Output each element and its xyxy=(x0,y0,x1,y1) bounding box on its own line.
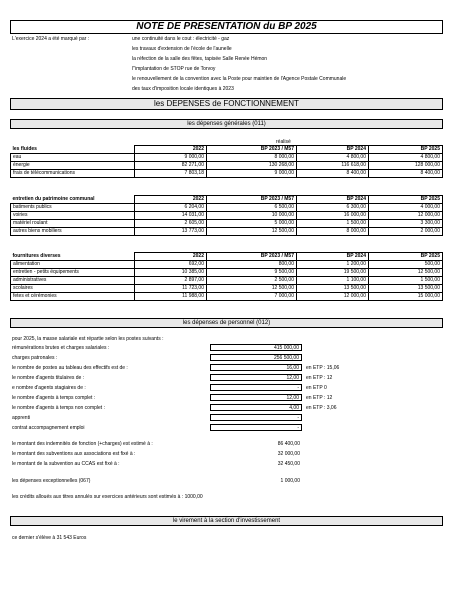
indemnite-value: 32 000,00 xyxy=(277,451,300,457)
value-cell: 19 500,00 xyxy=(297,269,369,277)
value-cell: 2 000,00 xyxy=(369,228,443,236)
value-cell: 692,00 xyxy=(135,261,207,269)
section-generales-band: les dépenses générales (011) xyxy=(10,119,443,129)
header-cell: BP 2025 xyxy=(369,196,443,204)
personnel-value: - xyxy=(210,424,302,431)
row-name: énergie xyxy=(11,162,135,170)
value-cell: 14 031,00 xyxy=(135,212,207,220)
table-row xyxy=(11,162,443,170)
row-name: administratives xyxy=(11,277,135,285)
value-cell: 2 500,00 xyxy=(207,277,297,285)
personnel-label: le nombre d'agents titulaires de : xyxy=(12,375,85,381)
indemnite-value: 32 450,00 xyxy=(277,461,300,467)
value-cell: 13 773,00 xyxy=(135,228,207,236)
header-cell: 2022 xyxy=(135,253,207,261)
value-cell: 1 500,00 xyxy=(297,220,369,228)
personnel-label: e nombre d'agents stagiaires de : xyxy=(12,385,86,391)
value-cell: 8 000,00 xyxy=(297,228,369,236)
value-cell: 12 000,00 xyxy=(369,212,443,220)
table-row xyxy=(11,277,443,285)
header-cell: BP 2023 / M57 xyxy=(207,253,297,261)
value-cell: 82 271,00 xyxy=(135,162,207,170)
header-cell: BP 2025 xyxy=(369,146,443,154)
virement-text: ce dernier s'élève à 31 543 Euros xyxy=(12,535,87,541)
value-cell: 130 268,00 xyxy=(207,162,297,170)
value-cell: 9 000,00 xyxy=(207,170,297,178)
value-cell: 7 803,18 xyxy=(135,170,207,178)
value-cell: 9 500,00 xyxy=(207,269,297,277)
value-cell: 2 605,00 xyxy=(135,220,207,228)
personnel-value: 415 000,00 xyxy=(210,344,302,351)
row-name: scolaires xyxy=(11,285,135,293)
personnel-value: 4,00 xyxy=(210,404,302,411)
patrimoine-label: entretien du patrimoine communal xyxy=(12,195,95,202)
value-cell: 12 500,00 xyxy=(207,228,297,236)
section-personnel-band: les dépenses de personnel (012) xyxy=(10,318,443,328)
personnel-etp: en ETP : 15,06 xyxy=(306,365,340,371)
personnel-intro: pour 2025, la masse salariale est répartie selon les postes suivants : xyxy=(12,336,164,342)
section-fonctionnement-band: les DEPENSES de FONCTIONNEMENT xyxy=(10,98,443,110)
value-cell: 3 300,00 xyxy=(369,220,443,228)
table-row xyxy=(11,228,443,236)
header-cell: BP 2024 xyxy=(297,253,369,261)
header-cell: 2022 xyxy=(135,146,207,154)
fluides-table xyxy=(10,145,443,178)
table-row xyxy=(11,196,443,204)
row-name: fetes et cérémonies xyxy=(11,293,135,301)
value-cell: 1 200,00 xyxy=(297,261,369,269)
value-cell: 1 500,00 xyxy=(369,277,443,285)
intro-line: des taux d'imposition locale identiques à 2023 xyxy=(132,86,234,92)
value-cell: 6 204,00 xyxy=(135,204,207,212)
table-row xyxy=(11,154,443,162)
personnel-value: 12,00 xyxy=(210,394,302,401)
value-cell: 8 000,00 xyxy=(207,154,297,162)
row-name: entretien - petits équipements xyxy=(11,269,135,277)
fluides-label: les fluides xyxy=(12,145,37,152)
header-cell: 2022 xyxy=(135,196,207,204)
patrimoine-table xyxy=(10,195,443,236)
value-cell: 5 000,00 xyxy=(207,220,297,228)
value-cell: 15 000,00 xyxy=(369,293,443,301)
indemnite-label: le montant des subventions aux associations est fixé à : xyxy=(12,451,136,457)
personnel-etp: en ETP : 3,06 xyxy=(306,405,337,411)
personnel-etp: en ETP : 12 xyxy=(306,395,333,401)
exceptionnelles-value: 1 000,00 xyxy=(280,478,300,484)
intro-line: la réfection de la salle des fêtes, tapisée Salle Renée Hémon xyxy=(132,56,268,62)
table-row xyxy=(11,220,443,228)
personnel-label: contrat accompagnement emploi xyxy=(12,425,85,431)
section-virement-band: le virement à la section d'investissement xyxy=(10,516,443,526)
exceptionnelles-label: les dépenses exceptionnelles (067) xyxy=(12,478,91,484)
value-cell: 10 385,00 xyxy=(135,269,207,277)
row-name: batiments publics xyxy=(11,204,135,212)
value-cell: 10 000,00 xyxy=(207,212,297,220)
table-row xyxy=(11,170,443,178)
personnel-label: charges patronales : xyxy=(12,355,58,361)
value-cell: 800,00 xyxy=(207,261,297,269)
table-row xyxy=(11,293,443,301)
personnel-label: rémunérations brutes et charges salariales : xyxy=(12,345,110,351)
value-cell: 6 500,00 xyxy=(207,204,297,212)
intro-line: une continuité dans le cout : électricité - gaz xyxy=(132,36,230,42)
personnel-label: apprenti xyxy=(12,415,31,421)
value-cell: 6 300,00 xyxy=(297,204,369,212)
value-cell: 13 500,00 xyxy=(369,285,443,293)
header-cell: BP 2025 xyxy=(369,253,443,261)
value-cell: 8 400,00 xyxy=(369,170,443,178)
row-name: voiries xyxy=(11,212,135,220)
personnel-label: le nombre d'agents à temps non complet : xyxy=(12,405,105,411)
table-row xyxy=(11,285,443,293)
table-row xyxy=(11,204,443,212)
value-cell: 4 800,00 xyxy=(297,154,369,162)
value-cell: 9 000,00 xyxy=(135,154,207,162)
value-cell: 4 000,00 xyxy=(369,204,443,212)
table-row xyxy=(11,261,443,269)
table-row xyxy=(11,253,443,261)
personnel-value: 256 500,00 xyxy=(210,354,302,361)
indemnite-label: le montant de la subvention au CCAS est fixé à : xyxy=(12,461,120,467)
value-cell: 8 400,00 xyxy=(297,170,369,178)
fournitures-label: fournitures diverses xyxy=(12,252,61,259)
value-cell: 1 100,00 xyxy=(297,277,369,285)
table-row xyxy=(11,269,443,277)
value-cell: 11 988,00 xyxy=(135,293,207,301)
value-cell: 128 000,00 xyxy=(369,162,443,170)
fournitures-table xyxy=(10,252,443,301)
value-cell: 12 500,00 xyxy=(369,269,443,277)
row-name: matériel roulant xyxy=(11,220,135,228)
personnel-value: 16,00 xyxy=(210,364,302,371)
value-cell: 500,00 xyxy=(369,261,443,269)
value-cell: 12 500,00 xyxy=(207,285,297,293)
header-cell: BP 2024 xyxy=(297,146,369,154)
header-cell: BP 2023 / M57 xyxy=(207,146,297,154)
value-cell: 2 897,00 xyxy=(135,277,207,285)
row-name: frais de télécommunications xyxy=(11,170,135,178)
value-cell: 16 000,00 xyxy=(297,212,369,220)
page-title: NOTE DE PRESENTATION du BP 2025 xyxy=(10,20,443,34)
intro-line: le renouvellement de la convention avec la Poste pour maintien de l'Agence Postale Communale xyxy=(132,76,347,82)
value-cell: 13 500,00 xyxy=(297,285,369,293)
value-cell: 7 000,00 xyxy=(207,293,297,301)
row-name: autres biens mobiliers xyxy=(11,228,135,236)
personnel-etp: en ETP : 12 xyxy=(306,375,333,381)
realise-label: réalisé xyxy=(276,139,291,145)
header-cell: BP 2023 / M57 xyxy=(207,196,297,204)
row-name: alimentation xyxy=(11,261,135,269)
indemnite-value: 86 400,00 xyxy=(277,441,300,447)
row-name: eau xyxy=(11,154,135,162)
credits-text: les crédits alloués aux titres annulés sur exercices antérieurs sont estimés à : 1000,00 xyxy=(12,494,203,500)
value-cell: 116 618,00 xyxy=(297,162,369,170)
personnel-value: - xyxy=(210,384,302,391)
header-cell: BP 2024 xyxy=(297,196,369,204)
personnel-label: le nombre d'agents à temps complet : xyxy=(12,395,96,401)
table-row xyxy=(11,146,443,154)
personnel-etp: en ETP 0 xyxy=(306,385,327,391)
table-row xyxy=(11,212,443,220)
personnel-value: 12,00 xyxy=(210,374,302,381)
value-cell: 11 723,00 xyxy=(135,285,207,293)
value-cell: 12 000,00 xyxy=(297,293,369,301)
personnel-value: - xyxy=(210,414,302,421)
intro-line: l''implantation de STOP rue de Torvoy xyxy=(132,66,216,72)
intro-label: L'exercice 2024 a été marqué par : xyxy=(12,36,90,42)
value-cell: 4 800,00 xyxy=(369,154,443,162)
indemnite-label: le montant des indemnités de fonction (+charges) est estimé à : xyxy=(12,441,153,447)
personnel-label: le nombre de postes au tableau des effectifs est de : xyxy=(12,365,128,371)
intro-line: les travaux d'extension de l'école de l'aunelle xyxy=(132,46,232,52)
